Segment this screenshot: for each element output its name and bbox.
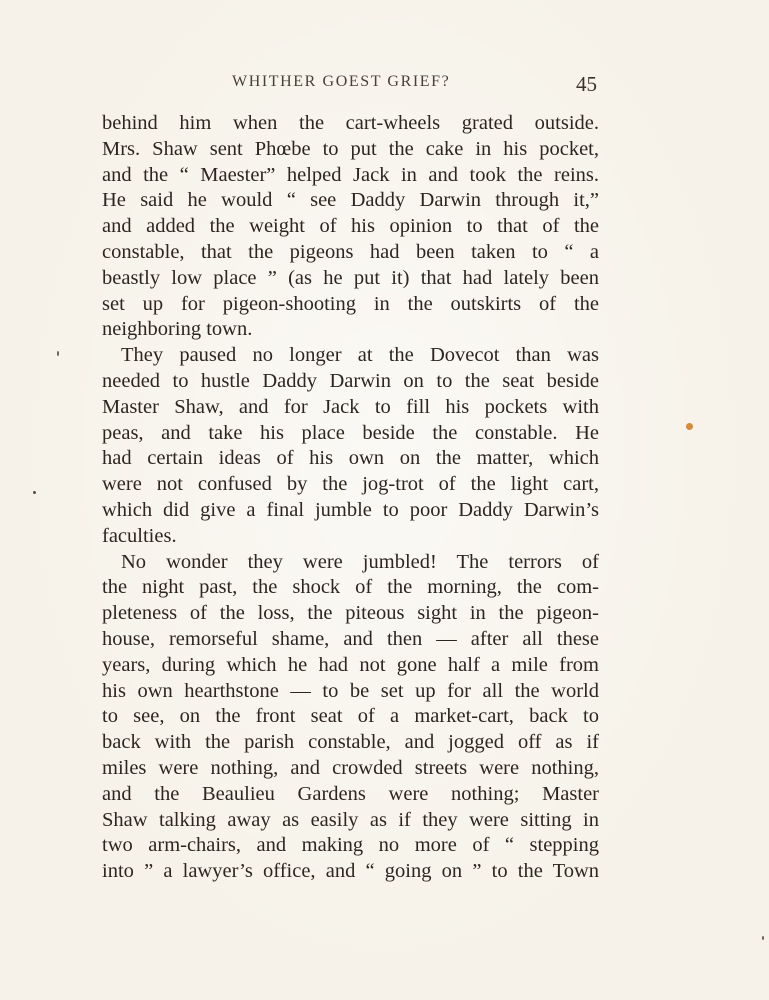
text-line: and the “ Maester” helped Jack in and took the reins. bbox=[102, 163, 599, 186]
text-line: back with the parish constable, and jogged off as if bbox=[102, 731, 599, 754]
text-line: the night past, the shock of the morning, the com- bbox=[102, 576, 599, 599]
text-line: pleteness of the loss, the piteous sight in the pigeon- bbox=[102, 602, 599, 625]
text-line: into ” a lawyer’s office, and “ going on ” to the Town bbox=[102, 860, 599, 883]
text-line: neighboring town. bbox=[102, 318, 253, 341]
text-line: Mrs. Shaw sent Phœbe to put the cake in his pocket, bbox=[102, 137, 599, 160]
text-line: years, during which he had not gone half a mile from bbox=[102, 653, 599, 676]
page-number: 45 bbox=[576, 72, 597, 96]
text-line: house, remorseful shame, and then — after all these bbox=[102, 627, 599, 650]
text-line: Shaw talking away as easily as if they were sitting in bbox=[102, 808, 599, 831]
text-line: beastly low place ” (as he put it) that had lately been bbox=[102, 266, 599, 289]
text-line: They paused no longer at the Dovecot than was bbox=[121, 344, 599, 367]
paper-speck bbox=[762, 936, 764, 940]
text-line: to see, on the front seat of a market-cart, back to bbox=[102, 705, 599, 728]
text-line: set up for pigeon-shooting in the outskirts of the bbox=[102, 292, 599, 315]
text-line: No wonder they were jumbled! The terrors of bbox=[121, 550, 599, 573]
text-line: were not confused by the jog-trot of the light cart, bbox=[102, 473, 599, 496]
text-line: miles were nothing, and crowded streets were nothing, bbox=[102, 756, 599, 779]
text-line: Master Shaw, and for Jack to fill his pockets with bbox=[102, 395, 599, 418]
running-head bbox=[0, 73, 769, 103]
paper-stain bbox=[686, 423, 693, 430]
running-title: WHITHER GOEST GRIEF? bbox=[232, 73, 451, 90]
text-line: and added the weight of his opinion to that of the bbox=[102, 215, 599, 238]
text-line: behind him when the cart-wheels grated outside. bbox=[102, 112, 599, 134]
text-line: constable, that the pigeons had been taken to “ a bbox=[102, 240, 599, 263]
text-line: needed to hustle Daddy Darwin on to the seat beside bbox=[102, 369, 599, 392]
paper-speck bbox=[57, 351, 59, 356]
text-line: faculties. bbox=[102, 524, 177, 547]
text-line: and the Beaulieu Gardens were nothing; Master bbox=[102, 782, 599, 805]
text-line: which did give a final jumble to poor Daddy Darwin’s bbox=[102, 498, 599, 521]
text-line: He said he would “ see Daddy Darwin through it,” bbox=[102, 189, 599, 212]
paper-speck bbox=[33, 491, 36, 494]
text-line: two arm-chairs, and making no more of “ stepping bbox=[102, 834, 599, 857]
body-text bbox=[102, 111, 599, 885]
text-line: peas, and take his place beside the constable. He bbox=[102, 421, 599, 444]
text-line: his own hearthstone — to be set up for all the world bbox=[102, 679, 599, 702]
text-line: had certain ideas of his own on the matter, which bbox=[102, 447, 599, 470]
